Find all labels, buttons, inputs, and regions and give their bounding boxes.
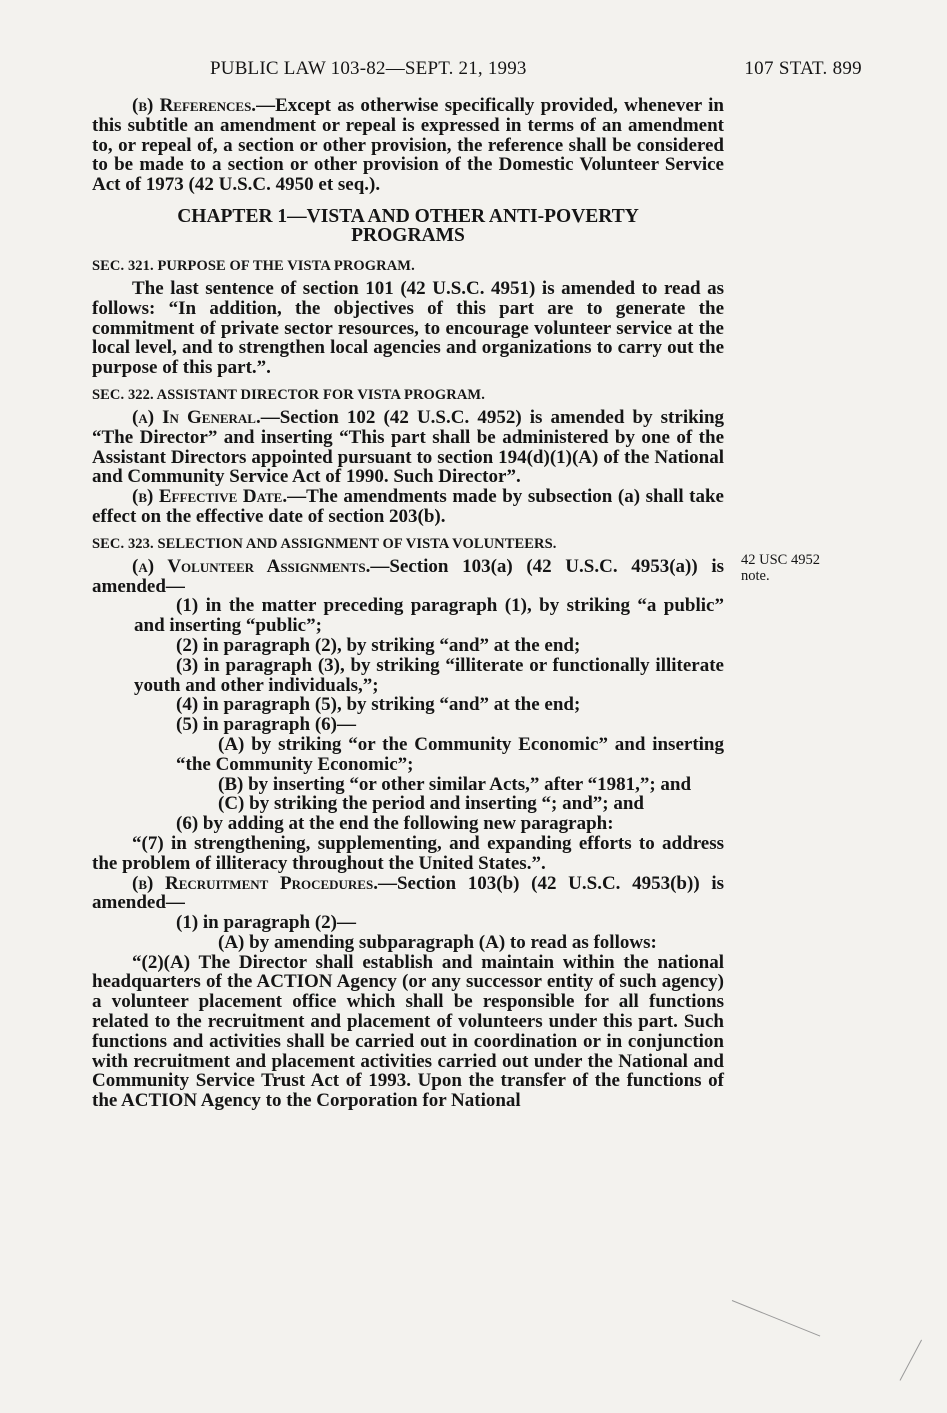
section-321-text: The last sentence of section 101 (42 U.S.C. 4951) is amended to read as follows: “In addition, the objectives of this part are to generate the commitment of private sector resources, to encourage volunteer service at the local level, and to strengthen local agencies and organizations to carry out the purpose of this part.”. (92, 277, 724, 379)
paragraph-lead: (b) Recruitment Procedures. (132, 872, 378, 894)
section-323-a (92, 557, 724, 597)
margin-note-citation: 42 USC 4952 (741, 552, 820, 568)
chapter-heading (92, 207, 724, 245)
section-321-heading: SEC. 321. PURPOSE OF THE VISTA PROGRAM. (92, 257, 415, 274)
references-paragraph (92, 96, 724, 195)
section-322-a (92, 408, 724, 487)
running-header (92, 58, 862, 86)
scan-artifact-line (732, 1300, 820, 1337)
section-322-b (92, 487, 724, 527)
section-323-a-5-A: (A) by striking “or the Community Economic” and inserting “the Community Economic”; (176, 733, 724, 775)
chapter-heading-line-1: CHAPTER 1—VISTA AND OTHER ANTI-POVERTY (177, 205, 639, 227)
statute-page-reference: 107 STAT. 899 (744, 58, 862, 79)
paragraph-text: —Section 102 (42 U.S.C. 4952) is amended by striking “The Director” and inserting “This part shall be administered by one of the Assistant Directors appointed pursuant to section 194(d)(1)(A) of the National and Community Service Act of 1990. Such Director”. (92, 406, 725, 488)
paragraph-text: —Except as otherwise specifically provided, whenever in this subtitle an amendment or repeal is expressed in terms of an amendment to, or repeal of, a section or other provision, the reference shall be considered to be made to a section or other provision of the Domestic Volunteer Service Act of 1973 (42 U.S.C. 4950 et seq.). (92, 95, 724, 196)
section-323-b-1-quote: “(2)(A) The Director shall establish and maintain within the national headquarters of the ACTION Agency (or any successor entity of such agency) a volunteer placement office which shall be responsible for all functions related to the recruitment and placement of volunteers under this part. Such functions and activities shall be carried out in coordination or in conjunction with recruitment and placement activities carried out under the National and Community Service Trust Act of 1993. Upon the transfer of the functions of the ACTION Agency to the Corporation for National (92, 951, 724, 1112)
margin-note (741, 552, 861, 584)
section-323-a-5-B: (B) by inserting “or other similar Acts,” after “1981,”; and (218, 773, 692, 795)
document-body (92, 96, 724, 1111)
section-323-heading: SEC. 323. SELECTION AND ASSIGNMENT OF VISTA VOLUNTEERS. (92, 535, 557, 552)
section-323-a-6: (6) by adding at the end the following new paragraph: (176, 813, 614, 835)
section-323-a-2: (2) in paragraph (2), by striking “and” at the end; (176, 634, 581, 656)
section-323-a-5: (5) in paragraph (6)— (176, 714, 356, 736)
section-323-a-4: (4) in paragraph (5), by striking “and” at the end; (176, 694, 581, 716)
section-323-a-5-C: (C) by striking the period and inserting “; and”; and (218, 793, 644, 815)
section-323-a-6-quote: “(7) in strengthening, supplementing, and expanding efforts to address the problem of illiteracy throughout the United States.”. (92, 832, 724, 874)
paragraph-text: —The amendments made by subsection (a) shall take effect on the effective date of section 203(b). (92, 486, 724, 527)
paragraph-lead: (a) In General. (132, 406, 261, 428)
section-322-heading: SEC. 322. ASSISTANT DIRECTOR FOR VISTA PROGRAM. (92, 386, 485, 403)
scan-artifact-line (900, 1340, 922, 1381)
section-323-a-3: (3) in paragraph (3), by striking “illiterate or functionally illiterate youth and other individuals,”; (134, 654, 724, 696)
running-title: PUBLIC LAW 103-82—SEPT. 21, 1993 (210, 58, 527, 79)
paragraph-text: —Section 103(b) (42 U.S.C. 4953(b)) is amended— (92, 872, 725, 914)
paragraph-lead: (b) References. (132, 95, 257, 116)
margin-note-label: note. (741, 568, 770, 584)
section-323-b (92, 874, 724, 914)
section-323-b-1-A: (A) by amending subparagraph (A) to read as follows: (218, 931, 657, 953)
paragraph-lead: (b) Effective Date. (132, 486, 288, 508)
section-323-b-1: (1) in paragraph (2)— (176, 912, 356, 934)
paragraph-lead: (a) Volunteer Assignments. (132, 555, 371, 577)
section-323-a-1: (1) in the matter preceding paragraph (1), by striking “a public” and inserting “public”; (134, 595, 724, 637)
paragraph-text: —Section 103(a) (42 U.S.C. 4953(a)) is amended— (92, 555, 724, 597)
chapter-heading-line-2: PROGRAMS (351, 224, 465, 246)
